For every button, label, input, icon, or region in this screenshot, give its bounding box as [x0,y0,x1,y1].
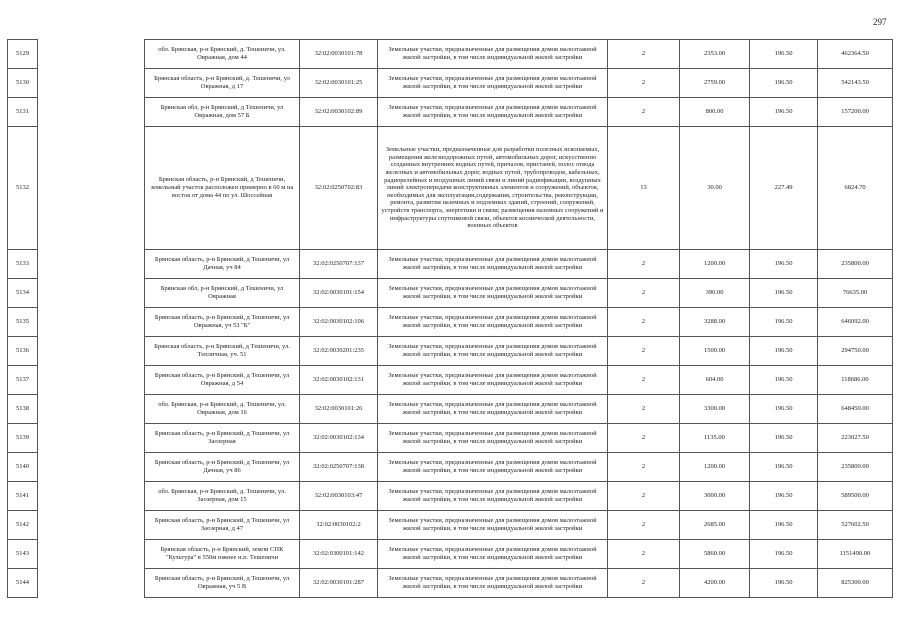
row-number-cell: 5137 [8,366,38,395]
use-group-cell: 2 [608,337,680,366]
rate-cell: 196.50 [750,98,818,127]
use-group-cell: 2 [608,540,680,569]
cadastral-number-cell: 32:02:0030101:154 [300,279,378,308]
cadastral-value-cell: 235800.00 [818,453,893,482]
rate-cell: 196.50 [750,424,818,453]
spacer-cell [38,40,145,69]
land-use-cell: Земельные участки, предназначенные для размещения домов малоэтажной жилой застройки, в том числе индивидуальной жилой застройки [378,98,608,127]
land-use-cell: Земельные участки, предназначенные для разработки полезных ископаемых, размещения железнодорожных путей, автомобильных дорог, искусственно созданных внутренних водных путей, причалов, пристаней, полос отвода железных и автомобильных дорог, водных путей, трубопроводов, кабельных, радиорелейных и воздушных линий связи и линий радиофикации, воздушных линий электропередачи конструктивных элементов и сооружений, объектов, необходимых для эксплуатации,содержания, строительства, реконструкции, ремонта, развития наземных и подземных зданий, строений, сооружений, устройств транспорта, энергетики и связи; размещения наземных сооружений и инфраструктуры спутниковой связи, объектов космической деятельности, военных объектов [378,127,608,250]
table-row [8,69,893,98]
rate-cell: 196.50 [750,511,818,540]
cadastral-value-cell: 825300.00 [818,569,893,598]
address-cell: Брянская обл, р-н Брянский, д Тешеничи, ул Овражная, дом 57 Б [145,98,300,127]
table-row [8,279,893,308]
row-number-cell: 5132 [8,127,38,250]
cadastral-value-cell: 157200.00 [818,98,893,127]
row-number-cell: 5135 [8,308,38,337]
area-cell: 800.00 [680,98,750,127]
address-cell: Брянская область, р-н Брянский, д Тешеничи, ул Овражная, уч 5 В [145,569,300,598]
use-group-cell: 2 [608,40,680,69]
address-cell: обл. Брянская, р-н Брянский, д. Тешеничи, ул. Овражная, дом 44 [145,40,300,69]
use-group-cell: 13 [608,127,680,250]
area-cell: 1200.00 [680,453,750,482]
cadastral-value-cell: 6824.70 [818,127,893,250]
cadastral-number-cell: 32:02:0030102:2 [300,511,378,540]
rate-cell: 196.50 [750,337,818,366]
spacer-cell [38,453,145,482]
area-cell: 30.00 [680,127,750,250]
cadastral-value-cell: 648450.00 [818,395,893,424]
table-row [8,250,893,279]
area-cell: 604.00 [680,366,750,395]
rate-cell: 196.50 [750,395,818,424]
area-cell: 2685.00 [680,511,750,540]
use-group-cell: 2 [608,308,680,337]
rate-cell: 196.50 [750,482,818,511]
cadastral-number-cell: 32:02:0030101:78 [300,40,378,69]
spacer-cell [38,337,145,366]
row-number-cell: 5141 [8,482,38,511]
land-use-cell: Земельные участки, предназначенные для размещения домов малоэтажной жилой застройки, в том числе индивидуальной жилой застройки [378,279,608,308]
cadastral-value-cell: 646092.00 [818,308,893,337]
land-use-cell: Земельные участки, предназначенные для размещения домов малоэтажной жилой застройки, в том числе индивидуальной жилой застройки [378,250,608,279]
address-cell: Брянская область, р-н Брянский, д Тешеничи, ул Заозерная [145,424,300,453]
cadastral-number-cell: 32:02:0030102:89 [300,98,378,127]
cadastral-number-cell: 32:02:0030101:25 [300,69,378,98]
area-cell: 3000.00 [680,482,750,511]
rate-cell: 196.50 [750,540,818,569]
rate-cell: 196.50 [750,453,818,482]
table-row [8,424,893,453]
cadastral-value-cell: 76635.00 [818,279,893,308]
rate-cell: 196.50 [750,569,818,598]
cadastral-value-cell: 294750.00 [818,337,893,366]
cadastral-number-cell: 32:02:0250702:83 [300,127,378,250]
address-cell: Брянская область, р-н Брянский, д Тешеничи, ул Дачная, уч 84 [145,250,300,279]
address-cell: обл. Брянская, р-н Брянский, д. Тешеничи, ул. Овражная, дом 16 [145,395,300,424]
land-use-cell: Земельные участки, предназначенные для размещения домов малоэтажной жилой застройки, в том числе индивидуальной жилой застройки [378,511,608,540]
table-row [8,540,893,569]
spacer-cell [38,540,145,569]
land-use-cell: Земельные участки, предназначенные для размещения домов малоэтажной жилой застройки, в том числе индивидуальной жилой застройки [378,337,608,366]
table-row [8,337,893,366]
row-number-cell: 5131 [8,98,38,127]
row-number-cell: 5143 [8,540,38,569]
spacer-cell [38,279,145,308]
spacer-cell [38,395,145,424]
spacer-cell [38,511,145,540]
row-number-cell: 5129 [8,40,38,69]
use-group-cell: 2 [608,395,680,424]
address-cell: Брянская обл, р-н Брянский, д Тешеничи, ул Овражная [145,279,300,308]
row-number-cell: 5138 [8,395,38,424]
use-group-cell: 2 [608,482,680,511]
cadastral-value-cell: 223027.50 [818,424,893,453]
use-group-cell: 2 [608,424,680,453]
table-row [8,40,893,69]
spacer-cell [38,308,145,337]
cadastral-value-cell: 235800.00 [818,250,893,279]
rate-cell: 196.50 [750,250,818,279]
address-cell: Брянская область, р-н Брянский, д Тешеничи, земельный участок расположен примерно в 60 м на восток от дома 44 по ул. Шоссейная [145,127,300,250]
table-row [8,395,893,424]
use-group-cell: 2 [608,453,680,482]
page-number: 297 [873,17,887,27]
area-cell: 2353.00 [680,40,750,69]
rate-cell: 196.50 [750,69,818,98]
area-cell: 390.00 [680,279,750,308]
land-use-cell: Земельные участки, предназначенные для размещения домов малоэтажной жилой застройки, в том числе индивидуальной жилой застройки [378,453,608,482]
area-cell: 5860.00 [680,540,750,569]
row-number-cell: 5139 [8,424,38,453]
row-number-cell: 5133 [8,250,38,279]
row-number-cell: 5144 [8,569,38,598]
area-cell: 2759.00 [680,69,750,98]
cadastral-number-cell: 32:02:0250707:137 [300,250,378,279]
use-group-cell: 2 [608,250,680,279]
cadastral-number-cell: 32:02:0030201:235 [300,337,378,366]
cadastral-number-cell: 32:02:0030101:26 [300,395,378,424]
cadastral-number-cell: 32:02:0030101:287 [300,569,378,598]
use-group-cell: 2 [608,98,680,127]
cadastral-value-cell: 462364.50 [818,40,893,69]
land-registry-table [7,39,893,598]
row-number-cell: 5136 [8,337,38,366]
area-cell: 3300.00 [680,395,750,424]
cadastral-number-cell: 32:02:0030103:47 [300,482,378,511]
table-row [8,98,893,127]
land-use-cell: Земельные участки, предназначенные для размещения домов малоэтажной жилой застройки, в том числе индивидуальной жилой застройки [378,424,608,453]
land-use-cell: Земельные участки, предназначенные для размещения домов малоэтажной жилой застройки, в том числе индивидуальной жилой застройки [378,569,608,598]
address-cell: Брянская область, р-н Брянский, д. Тешеничи, ул Овражная, д 17 [145,69,300,98]
cadastral-number-cell: 32:02:0250707:138 [300,453,378,482]
land-use-cell: Земельные участки, предназначенные для размещения домов малоэтажной жилой застройки, в том числе индивидуальной жилой застройки [378,40,608,69]
cadastral-number-cell: 32:02:0300101:142 [300,540,378,569]
address-cell: обл. Брянская, р-н Брянский, д. Тешеничи, ул. Заозерная, дом 15 [145,482,300,511]
row-number-cell: 5140 [8,453,38,482]
table-body [8,40,893,598]
use-group-cell: 2 [608,366,680,395]
table-row [8,511,893,540]
address-cell: Брянская область, р-н Брянский, земли СПК "Культура" в 550м южнее н.п. Тешеничи [145,540,300,569]
land-use-cell: Земельные участки, предназначенные для размещения домов малоэтажной жилой застройки, в том числе индивидуальной жилой застройки [378,69,608,98]
table-row [8,366,893,395]
table-row [8,482,893,511]
rate-cell: 196.50 [750,279,818,308]
use-group-cell: 2 [608,511,680,540]
rate-cell: 227.49 [750,127,818,250]
row-number-cell: 5134 [8,279,38,308]
area-cell: 1500.00 [680,337,750,366]
spacer-cell [38,69,145,98]
spacer-cell [38,482,145,511]
spacer-cell [38,424,145,453]
land-use-cell: Земельные участки, предназначенные для размещения домов малоэтажной жилой застройки, в том числе индивидуальной жилой застройки [378,366,608,395]
cadastral-value-cell: 1151490.00 [818,540,893,569]
row-number-cell: 5130 [8,69,38,98]
row-number-cell: 5142 [8,511,38,540]
table-row [8,127,893,250]
table-row [8,453,893,482]
cadastral-value-cell: 542143.50 [818,69,893,98]
land-use-cell: Земельные участки, предназначенные для размещения домов малоэтажной жилой застройки, в том числе индивидуальной жилой застройки [378,308,608,337]
table-row [8,308,893,337]
use-group-cell: 2 [608,569,680,598]
cadastral-number-cell: 32:02:0030102:131 [300,366,378,395]
address-cell: Брянская область, р-н Брянский, д Тешеничи, ул Дачная, уч 86 [145,453,300,482]
cadastral-value-cell: 527602.50 [818,511,893,540]
spacer-cell [38,250,145,279]
address-cell: Брянская область, р-н Брянский, д Тешеничи, ул Овражная, д 54 [145,366,300,395]
spacer-cell [38,127,145,250]
cadastral-number-cell: 32:02:0030102:134 [300,424,378,453]
land-use-cell: Земельные участки, предназначенные для размещения домов малоэтажной жилой застройки, в том числе индивидуальной жилой застройки [378,540,608,569]
address-cell: Брянская область, р-н Брянский, д Тешеничи, ул. Тепличная, уч. 51 [145,337,300,366]
spacer-cell [38,366,145,395]
use-group-cell: 2 [608,279,680,308]
area-cell: 1135.00 [680,424,750,453]
cadastral-value-cell: 118686.00 [818,366,893,395]
use-group-cell: 2 [608,69,680,98]
area-cell: 4200.00 [680,569,750,598]
cadastral-number-cell: 32:02:0030102:106 [300,308,378,337]
address-cell: Брянская область, р-н Брянский, д Тешеничи, ул Заозерная, д 47 [145,511,300,540]
land-use-cell: Земельные участки, предназначенные для размещения домов малоэтажной жилой застройки, в том числе индивидуальной жилой застройки [378,482,608,511]
land-use-cell: Земельные участки, предназначенные для размещения домов малоэтажной жилой застройки, в том числе индивидуальной жилой застройки [378,395,608,424]
cadastral-value-cell: 589500.00 [818,482,893,511]
table-row [8,569,893,598]
rate-cell: 196.50 [750,40,818,69]
area-cell: 1200.00 [680,250,750,279]
spacer-cell [38,98,145,127]
spacer-cell [38,569,145,598]
rate-cell: 196.50 [750,308,818,337]
rate-cell: 196.50 [750,366,818,395]
address-cell: Брянская область, р-н Брянский, д Тешеничи, ул Овражная, уч 53 "Б" [145,308,300,337]
area-cell: 3288.00 [680,308,750,337]
